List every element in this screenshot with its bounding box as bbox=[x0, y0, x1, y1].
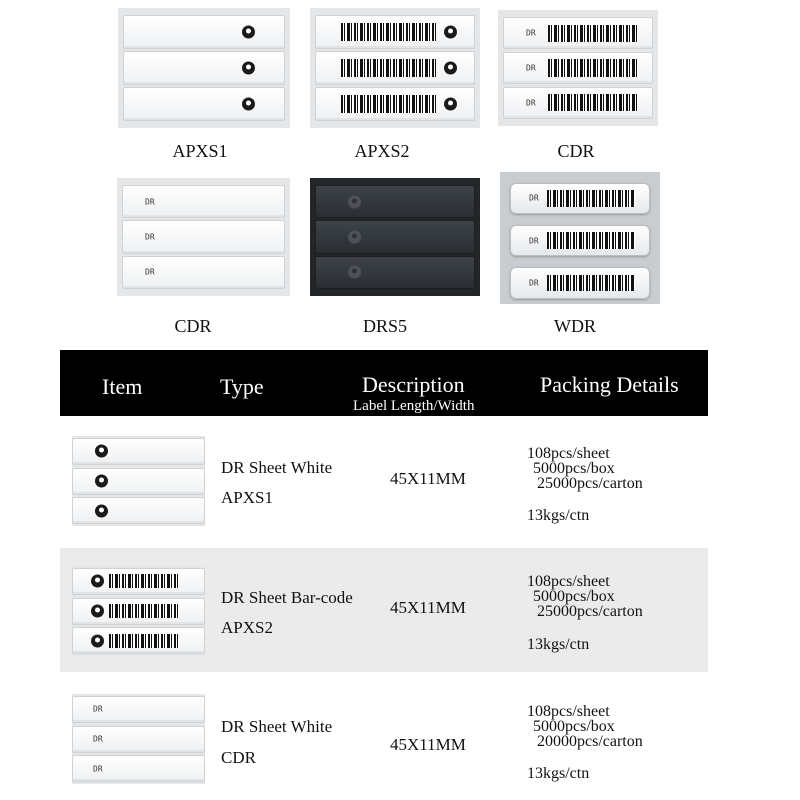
product-caption: CDR bbox=[557, 141, 595, 161]
label-strip bbox=[315, 220, 475, 253]
barcode bbox=[547, 275, 635, 292]
label-strip bbox=[122, 220, 285, 253]
dr-marking: DR bbox=[526, 98, 536, 108]
product-photo-drs5 bbox=[310, 178, 480, 296]
label-strip bbox=[123, 15, 285, 49]
label-strip bbox=[72, 438, 205, 465]
logo-icon bbox=[95, 445, 108, 458]
dr-marking: DR bbox=[145, 267, 155, 277]
barcode bbox=[548, 59, 638, 76]
label-size: 45X11MM bbox=[390, 469, 466, 488]
pack-sheet: 108pcs/sheet bbox=[527, 573, 610, 590]
label-strip bbox=[315, 15, 475, 49]
label-size: 45X11MM bbox=[390, 735, 466, 754]
type-name: DR Sheet Bar-code bbox=[221, 588, 353, 607]
type-code: APXS1 bbox=[221, 488, 273, 507]
pack-box: 5000pcs/box bbox=[533, 588, 615, 605]
label-strip bbox=[123, 87, 285, 121]
pack-box: 5000pcs/box bbox=[533, 460, 615, 477]
label-strip bbox=[503, 87, 653, 119]
barcode bbox=[341, 95, 436, 113]
dr-marking: DR bbox=[526, 28, 536, 38]
logo-icon bbox=[242, 97, 255, 110]
label-strip bbox=[72, 568, 205, 595]
table-row bbox=[60, 680, 708, 798]
product-caption: APXS2 bbox=[354, 141, 410, 161]
label-strip bbox=[72, 468, 205, 495]
dr-marking: DR bbox=[93, 734, 103, 744]
logo-icon bbox=[444, 97, 457, 110]
label-strip bbox=[72, 627, 205, 654]
logo-icon bbox=[242, 25, 255, 38]
dr-marking: DR bbox=[93, 764, 103, 774]
pack-sheet: 108pcs/sheet bbox=[527, 703, 610, 720]
label-strip bbox=[315, 185, 475, 218]
logo-icon bbox=[348, 195, 361, 208]
product-photo-wdr bbox=[500, 172, 660, 304]
logo-icon bbox=[242, 61, 255, 74]
label-strip bbox=[122, 185, 285, 218]
table-row bbox=[60, 420, 708, 540]
item-thumbnail bbox=[72, 436, 205, 526]
dr-marking: DR bbox=[145, 197, 155, 207]
barcode bbox=[341, 23, 436, 41]
product-photo-apxs2 bbox=[310, 8, 480, 128]
product-caption: APXS1 bbox=[172, 141, 228, 161]
header-type: Type bbox=[220, 374, 264, 399]
dr-marking: DR bbox=[529, 193, 539, 203]
label-strip bbox=[72, 726, 205, 753]
logo-icon bbox=[348, 230, 361, 243]
product-photo-cdr bbox=[117, 178, 290, 296]
logo-icon bbox=[95, 475, 108, 488]
logo-icon bbox=[444, 61, 457, 74]
logo-icon bbox=[91, 605, 104, 618]
label-strip bbox=[72, 696, 205, 723]
logo-icon bbox=[91, 575, 104, 588]
header-description-sub: Label Length/Width bbox=[353, 398, 475, 414]
barcode bbox=[548, 25, 638, 42]
label-strip bbox=[72, 598, 205, 625]
pack-weight: 13kgs/ctn bbox=[527, 507, 590, 524]
label-strip bbox=[510, 267, 650, 299]
barcode bbox=[341, 59, 436, 77]
label-size: 45X11MM bbox=[390, 598, 466, 617]
logo-icon bbox=[348, 266, 361, 279]
barcode bbox=[109, 634, 179, 648]
logo-icon bbox=[444, 25, 457, 38]
header-packing: Packing Details bbox=[540, 372, 679, 397]
label-strip bbox=[503, 52, 653, 84]
logo-icon bbox=[95, 504, 108, 517]
product-photo-apxs1 bbox=[118, 8, 290, 128]
pack-weight: 13kgs/ctn bbox=[527, 765, 590, 782]
label-strip bbox=[123, 51, 285, 85]
header-description: Description bbox=[362, 372, 465, 397]
label-strip bbox=[122, 256, 285, 289]
pack-weight: 13kgs/ctn bbox=[527, 636, 590, 653]
type-name: DR Sheet White bbox=[221, 717, 333, 736]
pack-box: 5000pcs/box bbox=[533, 718, 615, 735]
logo-icon bbox=[91, 634, 104, 647]
barcode bbox=[548, 94, 638, 111]
pack-carton: 20000pcs/carton bbox=[537, 733, 643, 750]
dr-marking: DR bbox=[529, 236, 539, 246]
pack-carton: 25000pcs/carton bbox=[537, 603, 643, 620]
barcode bbox=[547, 190, 635, 207]
header-item: Item bbox=[102, 374, 143, 399]
type-code: APXS2 bbox=[221, 618, 273, 637]
barcode bbox=[109, 604, 179, 618]
dr-marking: DR bbox=[529, 278, 539, 288]
label-strip bbox=[510, 183, 650, 215]
pack-sheet: 108pcs/sheet bbox=[527, 445, 610, 462]
barcode bbox=[547, 232, 635, 249]
label-strip bbox=[510, 225, 650, 257]
pack-carton: 25000pcs/carton bbox=[537, 475, 643, 492]
label-strip bbox=[72, 497, 205, 524]
dr-marking: DR bbox=[145, 232, 155, 242]
product-photo-cdr-barcode bbox=[498, 10, 658, 126]
product-caption: DRS5 bbox=[362, 316, 407, 336]
label-strip bbox=[72, 755, 205, 782]
label-strip bbox=[315, 256, 475, 289]
dr-marking: DR bbox=[93, 704, 103, 714]
barcode bbox=[109, 574, 179, 588]
table-header bbox=[60, 350, 708, 416]
item-thumbnail bbox=[72, 694, 205, 784]
item-thumbnail bbox=[72, 566, 205, 656]
label-strip bbox=[315, 87, 475, 121]
product-caption: CDR bbox=[174, 316, 212, 336]
product-caption: WDR bbox=[554, 316, 596, 336]
label-strip bbox=[315, 51, 475, 85]
table-row bbox=[60, 548, 708, 672]
type-name: DR Sheet White bbox=[221, 458, 333, 477]
type-code: CDR bbox=[221, 748, 256, 767]
dr-marking: DR bbox=[526, 63, 536, 73]
label-strip bbox=[503, 17, 653, 49]
